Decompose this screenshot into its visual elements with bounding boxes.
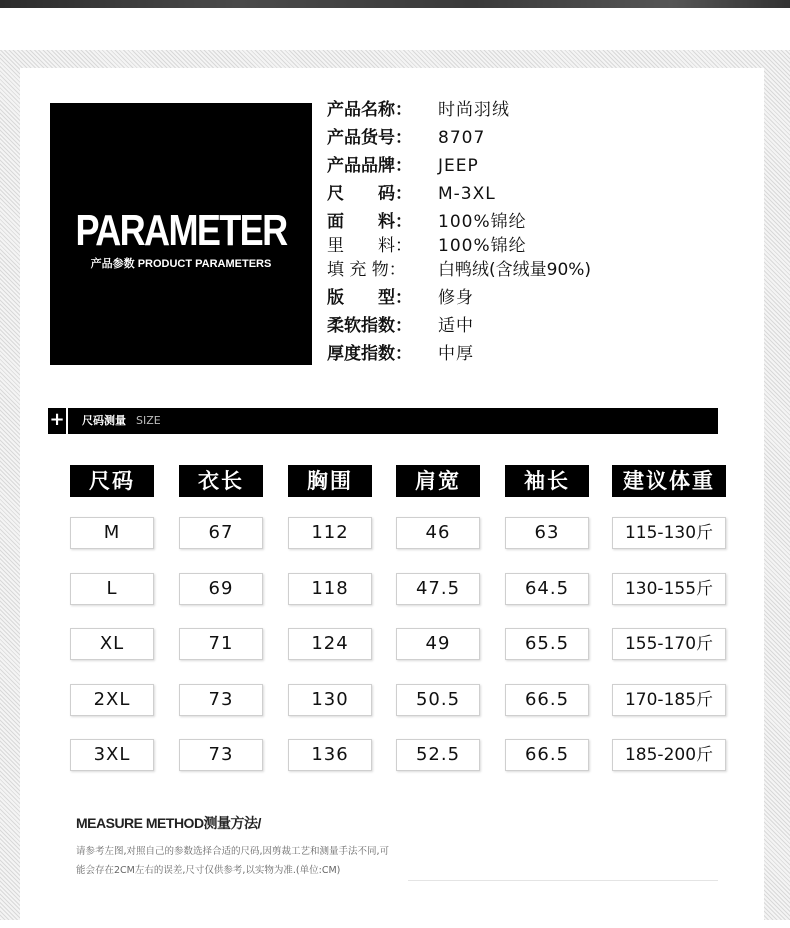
table-cell: 63 [505,517,589,549]
table-cell: 170-185斤 [612,684,726,716]
measure-method-title: MEASURE METHOD测量方法/ [76,815,261,831]
spec-label: 产品名称： [327,100,412,120]
spec-value: 8707 [438,128,486,148]
table-cell: 69 [179,573,263,605]
spec-row [327,98,747,126]
spec-value: 适中 [438,316,474,336]
table-cell: 112 [288,517,372,549]
spec-list [327,98,747,370]
table-header: 袖长 [505,465,589,497]
spec-label: 面 料： [327,212,412,232]
table-cell: 47.5 [396,573,480,605]
spec-label: 填 充 物： [327,260,406,280]
spec-label: 版 型： [327,288,412,308]
spec-row [327,234,747,258]
spec-row [327,314,747,342]
spec-label: 尺 码： [327,184,412,204]
table-cell: 73 [179,684,263,716]
table-cell: L [70,573,154,605]
spec-row [327,126,747,154]
spec-value: 中厚 [438,344,474,364]
spec-label: 厚度指数： [327,344,412,364]
spec-label: 产品货号： [327,128,412,148]
size-section-title: 尺码测量 [82,414,126,427]
size-section-subtitle: SIZE [136,414,161,427]
parameter-title: PARAMETER [75,206,287,255]
divider [408,880,718,881]
spec-value: 时尚羽绒 [438,100,510,120]
spec-value: JEEP [438,156,479,176]
table-cell: 65.5 [505,628,589,660]
spec-label: 柔软指数： [327,316,412,336]
plus-icon: + [48,408,68,434]
spec-row [327,342,747,370]
table-cell: 130 [288,684,372,716]
table-cell: XL [70,628,154,660]
spec-row [327,258,747,286]
table-cell: 66.5 [505,739,589,771]
table-cell: 71 [179,628,263,660]
spec-row [327,210,747,234]
spec-label: 产品品牌： [327,156,412,176]
parameter-subtitle: 产品参数 PRODUCT PARAMETERS [90,258,272,270]
table-header: 建议体重 [612,465,726,497]
spec-row [327,286,747,314]
table-cell: 2XL [70,684,154,716]
table-cell: 136 [288,739,372,771]
table-cell: 49 [396,628,480,660]
measure-method-text: 请参考左图,对照自己的参数选择合适的尺码,因剪裁工艺和测量手法不同,可能会存在2CM左右的误差,尺寸仅供参考,以实物为准.(单位:CM) [76,846,390,876]
table-cell: 50.5 [396,684,480,716]
spec-value: 100%锦纶 [438,236,527,256]
top-image-strip [0,0,790,8]
parameter-block [50,103,312,365]
table-header: 衣长 [179,465,263,497]
spec-row [327,154,747,182]
spec-value: 修身 [438,288,474,308]
table-header: 肩宽 [396,465,480,497]
table-cell: 67 [179,517,263,549]
table-cell: 115-130斤 [612,517,726,549]
spec-value: 100%锦纶 [438,212,527,232]
table-cell: M [70,517,154,549]
table-cell: 155-170斤 [612,628,726,660]
spec-value: 白鸭绒(含绒量90%) [438,260,592,280]
spec-row [327,182,747,210]
size-section-bar [48,408,718,434]
table-cell: 66.5 [505,684,589,716]
table-header: 尺码 [70,465,154,497]
table-cell: 185-200斤 [612,739,726,771]
table-cell: 64.5 [505,573,589,605]
table-cell: 118 [288,573,372,605]
table-cell: 52.5 [396,739,480,771]
table-cell: 3XL [70,739,154,771]
table-cell: 73 [179,739,263,771]
table-header: 胸围 [288,465,372,497]
table-cell: 130-155斤 [612,573,726,605]
hatched-frame [0,50,790,920]
table-cell: 124 [288,628,372,660]
table-cell: 46 [396,517,480,549]
spec-value: M-3XL [438,184,496,204]
spec-label: 里 料： [327,236,412,256]
content-panel [20,68,764,928]
